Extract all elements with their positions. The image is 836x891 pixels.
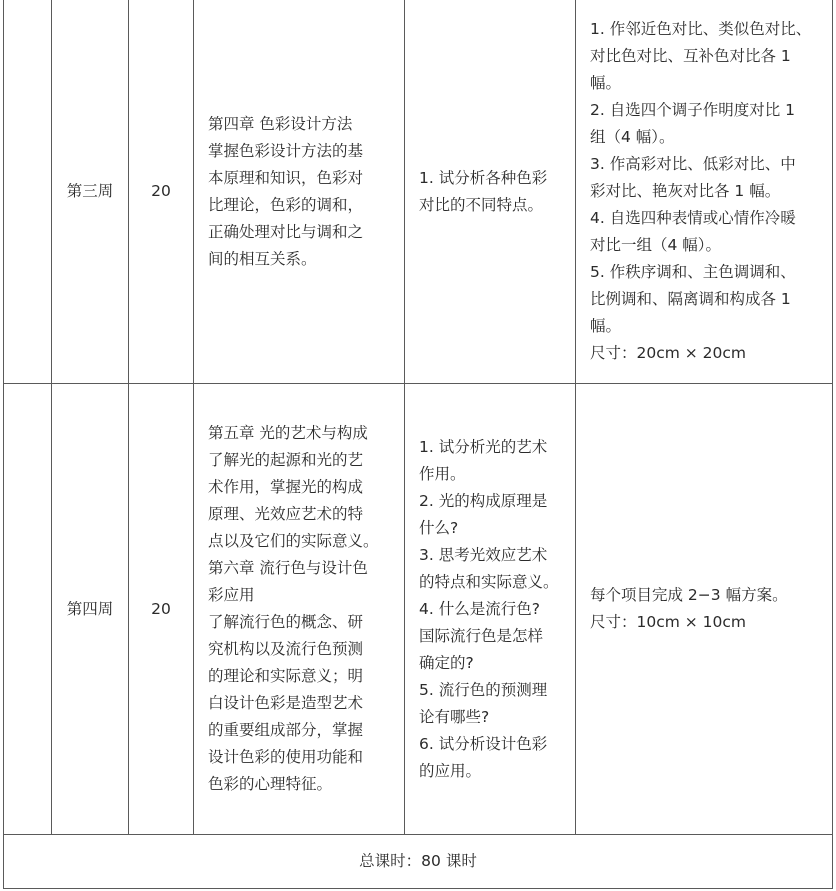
text-line: 2. 自选四个调子作明度对比 1 xyxy=(590,101,796,119)
text-line: 2. 光的构成原理是 xyxy=(419,491,548,510)
hours-cell: 20 xyxy=(129,0,194,384)
week-cell: 第三周 xyxy=(52,0,129,384)
text-line: 了解光的起源和光的艺 xyxy=(208,451,364,469)
text-line: 的重要组成部分，掌握 xyxy=(208,721,364,739)
text-line: 第五章 光的艺术与构成 xyxy=(208,424,368,442)
text-line: 的应用。 xyxy=(419,761,482,780)
text-line: 比理论，色彩的调和， xyxy=(208,195,364,214)
text-line: 间的相互关系。 xyxy=(208,249,317,268)
text-line: 对比的不同特点。 xyxy=(419,195,544,214)
text-line: 1. 作邻近色对比、类似色对比、 xyxy=(590,20,812,38)
text-line: 什么? xyxy=(419,518,459,537)
text-line: 比例调和、隔离调和构成各 1 xyxy=(590,290,791,308)
text-line: 对比色对比、互补色对比各 1 xyxy=(590,47,791,65)
text-line: 对比一组（4 幅）。 xyxy=(590,236,722,254)
text-line: 究机构以及流行色预测 xyxy=(208,640,364,658)
text-line: 第四章 色彩设计方法 xyxy=(208,114,353,133)
questions-cell xyxy=(405,0,576,384)
total-hours: 总课时：80 课时 xyxy=(4,835,833,889)
content-cell xyxy=(194,0,405,384)
text-line: 色彩的心理特征。 xyxy=(208,775,333,793)
week-cell: 第四周 xyxy=(52,384,129,835)
text-line: 确定的? xyxy=(419,653,474,672)
text-line: 6. 试分析设计色彩 xyxy=(419,734,548,753)
table-row xyxy=(4,384,833,835)
text-line: 尺寸：20cm × 20cm xyxy=(590,344,747,362)
text-line: 尺寸：10cm × 10cm xyxy=(590,613,747,631)
index-cell xyxy=(4,384,52,835)
text-line: 论有哪些? xyxy=(419,707,490,726)
table-row xyxy=(4,0,833,384)
text-line: 白设计色彩是造型艺术 xyxy=(208,694,364,712)
text-line: 设计色彩的使用功能和 xyxy=(208,748,364,766)
text-line: 的特点和实际意义。 xyxy=(419,572,559,591)
questions-cell xyxy=(405,384,576,835)
text-line: 3. 思考光效应艺术 xyxy=(419,545,548,564)
text-line: 彩应用 xyxy=(208,586,255,604)
text-line: 1. 试分析光的艺术 xyxy=(419,437,548,456)
syllabus-table xyxy=(3,0,833,889)
text-line: 点以及它们的实际意义。 xyxy=(208,532,379,550)
text-line: 4. 什么是流行色? xyxy=(419,599,540,618)
text-line: 彩对比、艳灰对比各 1 幅。 xyxy=(590,182,781,200)
text-line: 的理论和实际意义；明 xyxy=(208,667,364,685)
text-line: 原理、光效应艺术的特 xyxy=(208,505,364,523)
text-line: 本原理和知识，色彩对 xyxy=(208,168,364,187)
content-cell xyxy=(194,384,405,835)
text-line: 每个项目完成 2−3 幅方案。 xyxy=(590,586,788,604)
text-line: 作用。 xyxy=(419,464,466,483)
text-line: 1. 试分析各种色彩 xyxy=(419,168,548,187)
text-line: 幅。 xyxy=(590,74,622,92)
text-line: 5. 流行色的预测理 xyxy=(419,680,548,699)
hours-cell: 20 xyxy=(129,384,194,835)
text-line: 术作用，掌握光的构成 xyxy=(208,478,364,496)
text-line: 国际流行色是怎样 xyxy=(419,626,544,645)
assignment-cell xyxy=(576,0,833,384)
text-line: 4. 自选四种表情或心情作冷暖 xyxy=(590,209,796,227)
text-line: 掌握色彩设计方法的基 xyxy=(208,141,364,160)
text-line: 组（4 幅）。 xyxy=(590,128,675,146)
text-line: 正确处理对比与调和之 xyxy=(208,222,364,241)
text-line: 第六章 流行色与设计色 xyxy=(208,559,368,577)
text-line: 了解流行色的概念、研 xyxy=(208,613,364,631)
index-cell xyxy=(4,0,52,384)
text-line: 5. 作秩序调和、主色调调和、 xyxy=(590,263,796,281)
assignment-cell xyxy=(576,384,833,835)
text-line: 幅。 xyxy=(590,317,622,335)
total-row xyxy=(4,835,833,889)
text-line: 3. 作高彩对比、低彩对比、中 xyxy=(590,155,796,173)
